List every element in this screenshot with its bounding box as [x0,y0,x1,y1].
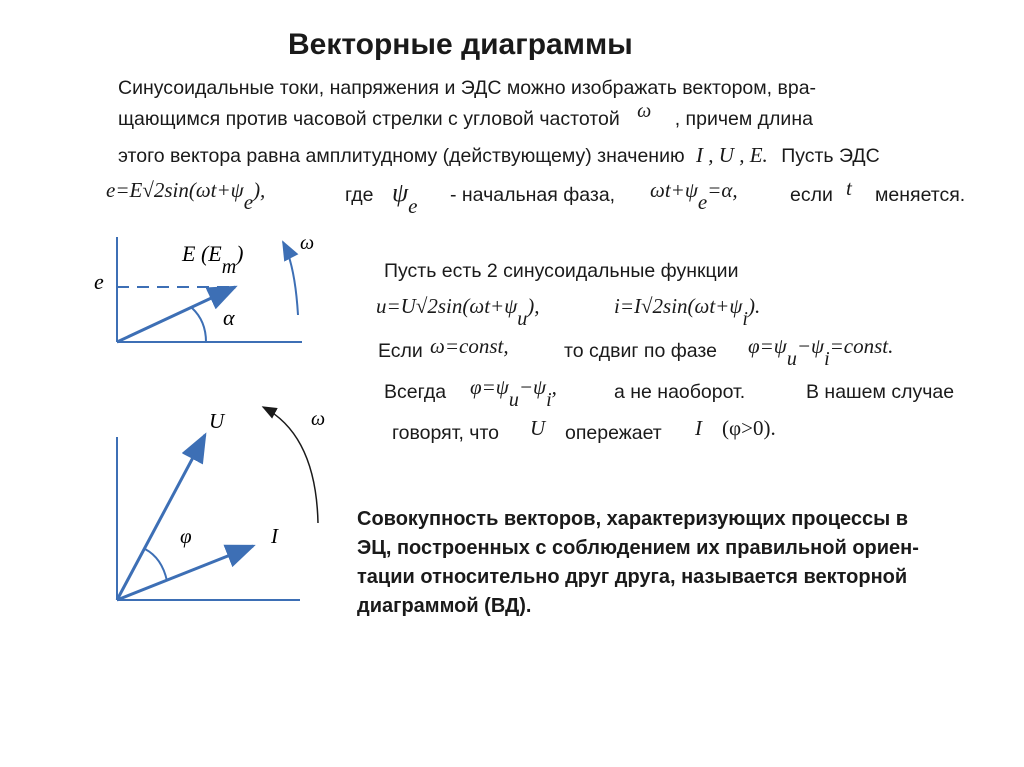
i-symbol: I [695,416,702,440]
always-main: φ=ψ [470,375,509,399]
intro-line-3-math: I , U , E. [696,143,768,167]
shift-text: то сдвиг по фазе [564,340,717,362]
emf-formula [106,178,266,214]
shift-minus: −ψ [796,334,825,358]
shift-sub-u: u [786,348,797,370]
vector-label-e [181,241,243,278]
leads-text: опережает [565,422,662,444]
emf-formula-sub: e [243,190,254,214]
i-formula-end: ). [747,294,761,318]
intro-line-2 [118,100,813,134]
alpha-arc [192,308,206,342]
i-formula [614,294,761,330]
our-case-text: В нашем случае [806,381,955,403]
phi-arc [145,549,167,581]
rotation-arrow-1 [283,242,298,315]
intro-line-1: Синусоидальные токи, напряжения и ЭДС можно изображать вектором, вра- [118,77,817,99]
phase-formula-end: =α, [707,178,738,202]
always-sub-i: i [546,389,552,411]
emf-formula-end: ), [253,178,266,202]
omega-const: ω=const, [430,334,509,358]
phi-condition: (φ>0). [722,416,776,440]
omega-symbol: ω [637,100,652,122]
emf-vector [117,287,235,342]
phase-formula-sub: e [697,190,708,214]
changes-text: меняется. [875,184,966,206]
always-sub-u: u [508,389,519,411]
definition-line-3: тации относительно друг друга, называется векторной [357,566,908,588]
u-formula [376,294,540,330]
always-formula [470,375,557,411]
phase-formula [650,178,738,214]
vector-label-main: E (E [182,241,222,266]
definition-line-1: Совокупность векторов, характеризующих процессы в [357,508,909,530]
intro-line-3-end: Пусть ЭДС [781,145,880,167]
shift-formula [748,334,894,370]
shift-main: φ=ψ [748,334,787,358]
shift-sub-i: i [824,348,830,370]
psi-e [392,178,418,218]
phase-formula-main: ωt+ψ [650,178,698,202]
voltage-vector [117,435,205,600]
definition-line-4: диаграммой (ВД). [357,595,532,617]
u-label: U [209,409,225,433]
not-reverse-text: а не наоборот. [614,381,746,403]
page-title: Векторные диаграммы [288,28,633,61]
if-text: если [790,184,833,206]
psi-sub: e [408,194,418,218]
phi-label: φ [180,524,192,548]
if-const-text: Если [378,340,423,362]
emf-formula-main: e=E√2sin(ωt+ψ [106,178,244,202]
say-text: говорят, что [392,422,500,444]
i-formula-sub: i [742,308,748,330]
current-vector [117,546,253,600]
t-symbol: t [846,176,852,200]
i-label: I [271,524,278,548]
vector-label-end: ) [236,241,244,266]
omega-label-1: ω [300,232,315,254]
u-symbol: U [530,416,546,440]
psi-symbol: ψ [392,178,409,207]
omega-label-2: ω [311,408,326,430]
intro-line-2-text: щающимся против часовой стрелки с угловой частотой [118,108,620,130]
functions-heading: Пусть есть 2 синусоидальные функции [384,260,739,282]
vector-diagram-ui [95,395,345,610]
u-formula-end: ), [527,294,540,318]
intro-line-3 [118,140,880,171]
phase-text: - начальная фаза, [450,184,616,206]
intro-line-2-end: , причем длина [674,108,813,130]
always-text: Всегда [384,381,447,403]
vector-diagram-emf [80,225,340,355]
alpha-label: α [223,305,235,330]
definition-line-2: ЭЦ, построенных с соблюдением их правильной ориен- [357,537,919,559]
vector-label-sub: m [221,256,237,278]
u-formula-sub: u [517,308,528,330]
always-end: , [551,375,557,399]
rotation-arrow-2 [263,407,318,523]
shift-end: =const. [829,334,894,358]
e-label: e [94,269,104,294]
where-text: где [345,184,374,206]
intro-line-3-text: этого вектора равна амплитудному (действующему) значению [118,145,685,167]
always-minus: −ψ [518,375,547,399]
i-formula-main: i=I√2sin(ωt+ψ [614,294,743,318]
u-formula-main: u=U√2sin(ωt+ψ [376,294,518,318]
